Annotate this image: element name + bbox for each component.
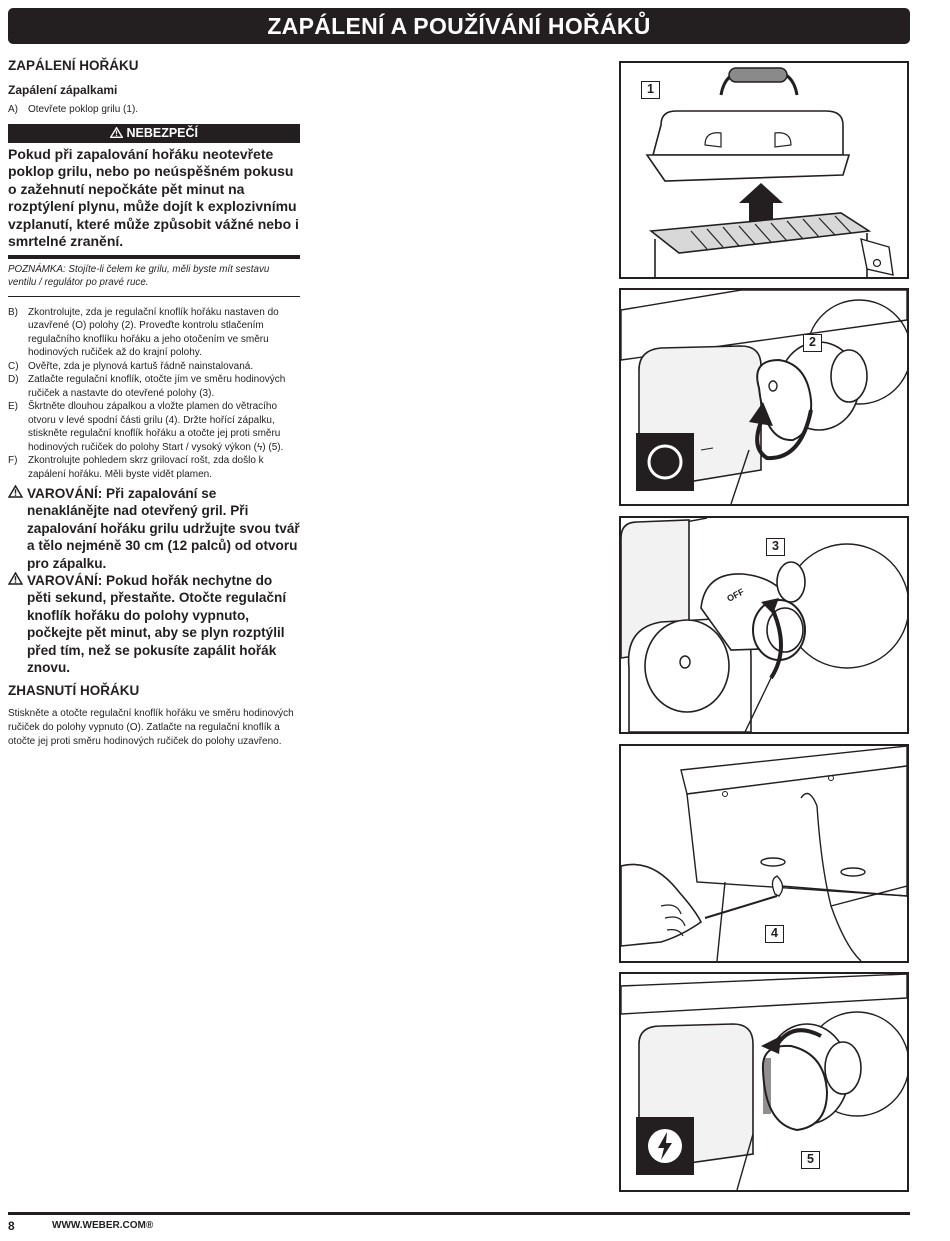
- step-label: E): [8, 401, 18, 412]
- figure-4-match-lighting: [619, 744, 909, 963]
- figure-number: 2: [803, 334, 822, 352]
- warning-text: VAROVÁNÍ: Při zapalování se nenaklánějte nad otevřený gril. Při zapalování hořáku grilu udržujte svou tvář a tělo nejméně 30 cm (12 palců) od otvoru pro zápalku.: [27, 486, 300, 571]
- step-a: [8, 103, 300, 117]
- danger-banner: [8, 124, 300, 143]
- instructions-column: [8, 58, 300, 749]
- warning-triangle-icon: [8, 485, 27, 572]
- figure-number: 5: [801, 1151, 820, 1169]
- warning-triangle-icon: [8, 572, 27, 676]
- start-high-badge: [636, 1117, 694, 1175]
- step-text: Zatlačte regulační knoflík, otočte jím ve směru hodinových ručiček a nastavte do otevřené polohy (3).: [28, 374, 286, 399]
- note-text: POZNÁMKA: Stojíte-li čelem ke grilu, měli byste mít sestavu ventilu / regulátor po pravé ruce.: [8, 259, 300, 297]
- page-title: ZAPÁLENÍ A POUŽÍVÁNÍ HOŘÁKŮ: [8, 8, 910, 44]
- lighting-heading: ZAPÁLENÍ HOŘÁKU: [8, 58, 139, 73]
- step-label: F): [8, 455, 18, 466]
- extinguish-heading: ZHASNUTÍ HOŘÁKU: [8, 683, 140, 699]
- step-text: Zkontrolujte, zda je regulační knoflík hořáku nastaven do uzavřené (O) polohy (2). Proveďte kontrolu stlačením regulačního knoflíku hořáku a jeho otočením ve směru hodinových ručiček až do krajní polohy.: [28, 306, 279, 358]
- danger-label: NEBEZPEČÍ: [126, 125, 199, 140]
- page-number: 8: [8, 1219, 15, 1233]
- list-item: [8, 454, 300, 481]
- figure-number: 1: [641, 81, 660, 99]
- step-label: A): [8, 104, 18, 115]
- list-item: [8, 400, 300, 454]
- figure-1-grill-lid: [619, 61, 909, 279]
- list-item: [8, 306, 300, 360]
- step-label: D): [8, 374, 19, 385]
- figure-3-knob-open: [619, 516, 909, 734]
- danger-text: Pokud při zapalování hořáku neotevřete poklop grilu, nebo po neúspěšném pokusu o zažehnutí nepočkáte pět minut na rozptýlení plynu, může dojít k explozivnímu vzplanutí, které může způsobit vážné nebo i smrtelné zranění.: [8, 143, 300, 259]
- step-text: Zkontrolujte pohledem skrz grilovací rošt, zda došlo k zapálení hořáku. Měli byste vidět plamen.: [28, 455, 264, 480]
- steps-list: [8, 306, 300, 482]
- warning-block: [8, 572, 300, 676]
- figure-2-knob-off: [619, 288, 909, 506]
- knob-off-text: OFF: [725, 586, 746, 604]
- warning-block: [8, 485, 300, 572]
- step-label: C): [8, 360, 19, 372]
- off-position-badge: [636, 433, 694, 491]
- warning-triangle-icon: [110, 127, 123, 138]
- extinguish-text: Stiskněte a otočte regulační knoflík hořáku ve směru hodinových ručiček do polohy vypnuto (O). Zatlačte na regulační knoflík a otočte jej proti směru hodinových ručiček do polohy uzavřeno.: [8, 708, 294, 747]
- control-knob-illustration: [621, 518, 907, 732]
- match-subheading: Zapálení zápalkami: [8, 83, 118, 97]
- figure-5-knob-start: [619, 972, 909, 1192]
- step-label: B): [8, 306, 18, 318]
- step-text: Otevřete poklop grilu (1).: [28, 104, 139, 115]
- figure-number: 3: [766, 538, 785, 556]
- list-item: [8, 360, 300, 374]
- list-item: [8, 373, 300, 400]
- warning-text: VAROVÁNÍ: Pokud hořák nechytne do pěti sekund, přestaňte. Otočte regulační knoflík hořáku do polohy vypnuto, počkejte pět minut, aby se plyn rozptýlil před tím, než se pokusíte zapálit hořák znovu.: [27, 573, 287, 676]
- website-link[interactable]: WWW.WEBER.COM®: [52, 1220, 154, 1231]
- lightning-bolt-icon: [645, 1126, 685, 1166]
- figure-number: 4: [765, 925, 784, 943]
- step-text: Škrtněte dlouhou zápalkou a vložte plamen do větracího otvoru v levé spodní části grilu (4). Držte hořící zápalku, stiskněte regulační knoflík hořáku a otočte jej proti směru hodinových ručiček do polohy Start / vysoký výkon (ϟ) (5).: [28, 401, 284, 453]
- footer-rule: [8, 1212, 910, 1215]
- grill-lid-illustration: [621, 63, 907, 277]
- step-text: Ověřte, zda je plynová kartuš řádně nainstalovaná.: [28, 360, 254, 372]
- circle-off-icon: [645, 442, 685, 482]
- match-lighting-illustration: [621, 746, 907, 961]
